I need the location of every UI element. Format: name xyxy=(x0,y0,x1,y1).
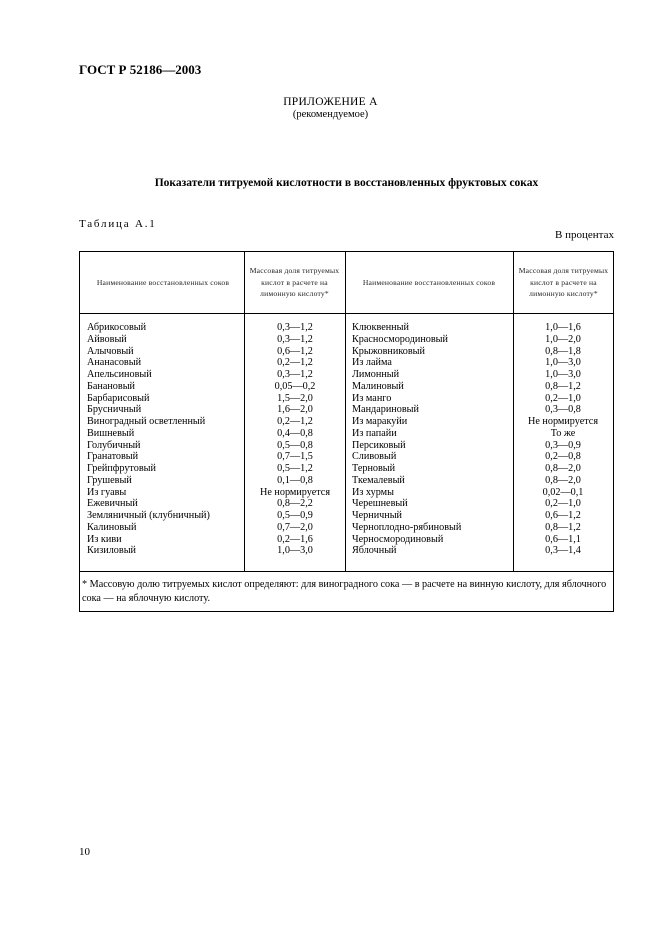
table-row xyxy=(80,487,345,499)
juice-name: Брусничный xyxy=(87,404,142,416)
acid-value: 1,0—3,0 xyxy=(277,545,313,557)
acid-value: 0,8—1,2 xyxy=(545,521,581,533)
acid-value: 1,5—2,0 xyxy=(277,392,313,404)
table-row xyxy=(345,545,613,557)
juice-name: Черешневый xyxy=(352,498,408,510)
acid-value: 0,8—2,0 xyxy=(545,463,581,474)
juice-name: Терновый xyxy=(352,463,396,474)
acid-value: 0,8—2,0 xyxy=(545,474,581,486)
table-row xyxy=(345,463,613,475)
table-row xyxy=(345,475,613,487)
table-row xyxy=(345,440,613,452)
acid-value: 0,6—1,1 xyxy=(545,533,581,545)
table-footnote: * Массовую долю титруемых кислот определяют: для виноградного сока — в расчете на винную кислоту, для яблочного сока — на яблочную кислоту. xyxy=(82,579,607,604)
acid-value: 0,3—1,2 xyxy=(277,369,313,380)
appendix-title: ПРИЛОЖЕНИЕ А xyxy=(283,96,378,108)
acid-value: То же xyxy=(550,427,576,439)
acid-value: 1,0—1,6 xyxy=(545,322,581,333)
juice-name: Виноградный осветленный xyxy=(87,416,206,427)
juice-name: Вишневый xyxy=(87,427,135,439)
table-row xyxy=(80,393,345,405)
table-row xyxy=(80,440,345,452)
juice-name: Алычовый xyxy=(87,345,134,357)
acidity-table xyxy=(79,251,614,612)
acid-value: 0,5—1,2 xyxy=(277,463,313,474)
acid-value: 0,8—1,2 xyxy=(545,380,581,392)
juice-name: Калиновый xyxy=(87,521,137,533)
acid-value: 0,3—0,9 xyxy=(545,439,581,451)
juice-name: Персиковый xyxy=(352,439,406,451)
juice-name: Ткемалевый xyxy=(352,474,405,486)
juice-name: Из киви xyxy=(87,533,122,545)
juice-name: Грейпфрутовый xyxy=(87,463,156,474)
appendix-heading xyxy=(0,96,661,120)
acid-value: 0,02—0,1 xyxy=(542,486,584,498)
juice-name: Мандариновый xyxy=(352,404,419,416)
acid-value: 0,6—1,2 xyxy=(545,510,581,521)
acid-value: Не нормируется xyxy=(527,416,599,427)
acid-value: 1,0—2,0 xyxy=(545,333,581,345)
juice-name: Малиновый xyxy=(352,380,404,392)
table-row xyxy=(80,428,345,440)
juice-name: Гранатовый xyxy=(87,451,139,463)
acid-value: 1,0—3,0 xyxy=(545,369,581,380)
table-row xyxy=(80,381,345,393)
juice-name: Красносмородиновый xyxy=(352,333,448,345)
juice-name: Черносмородиновый xyxy=(352,533,444,545)
header-rule xyxy=(80,313,613,314)
juice-name: Земляничный (клубничный) xyxy=(87,510,210,521)
juice-name: Абрикосовый xyxy=(87,322,147,333)
acid-value: 0,2—1,2 xyxy=(277,357,313,369)
acid-value: 0,3—1,4 xyxy=(545,545,581,557)
table-row xyxy=(345,322,613,334)
table-row xyxy=(345,534,613,546)
table-row xyxy=(80,534,345,546)
table-row xyxy=(345,487,613,499)
table-row xyxy=(80,334,345,346)
page-number: 10 xyxy=(79,846,90,858)
table-row xyxy=(80,357,345,369)
acid-value: 0,2—0,8 xyxy=(545,451,581,463)
acid-value: 0,05—0,2 xyxy=(274,380,316,392)
table-row xyxy=(80,510,345,522)
juice-name: Апельсиновый xyxy=(87,369,152,380)
column-header-name-right: Наименование восстановленных соков xyxy=(362,277,496,287)
juice-name: Барбарисовый xyxy=(87,392,150,404)
acid-value: 0,8—1,8 xyxy=(545,345,581,357)
juice-name: Ананасовый xyxy=(87,357,142,369)
juice-name: Айвовый xyxy=(87,333,127,345)
acid-value: 0,6—1,2 xyxy=(277,345,313,357)
acid-value: 0,7—1,5 xyxy=(277,451,313,463)
right-rows xyxy=(345,322,613,557)
table-row xyxy=(345,369,613,381)
table-row xyxy=(345,428,613,440)
table-row xyxy=(345,498,613,510)
acid-value: 0,2—1,0 xyxy=(545,498,581,510)
juice-name: Лимонный xyxy=(352,369,400,380)
acid-value: Не нормируется xyxy=(259,486,331,498)
juice-name: Голубичный xyxy=(87,439,141,451)
table-row xyxy=(345,393,613,405)
column-header-name-left: Наименование восстановленных соков xyxy=(96,277,230,287)
juice-name: Из манго xyxy=(352,392,392,404)
acid-value: 0,3—0,8 xyxy=(545,404,581,416)
table-row xyxy=(345,404,613,416)
table-row xyxy=(80,545,345,557)
table-row xyxy=(80,346,345,358)
table-row xyxy=(80,475,345,487)
acid-value: 1,6—2,0 xyxy=(277,404,313,416)
juice-name: Яблочный xyxy=(352,545,397,557)
table-row xyxy=(80,451,345,463)
juice-name: Сливовый xyxy=(352,451,397,463)
table-row xyxy=(345,334,613,346)
juice-name: Ежевичный xyxy=(87,498,138,510)
acid-value: 0,5—0,8 xyxy=(277,439,313,451)
acid-value: 1,0—3,0 xyxy=(545,357,581,369)
juice-name: Крыжовниковый xyxy=(352,345,425,357)
juice-name: Из маракуйи xyxy=(352,416,408,427)
table-row xyxy=(345,357,613,369)
column-header-value-right: Массовая доля титруемых кислот в расчете на лимонную кислоту* xyxy=(518,266,609,299)
table-row xyxy=(345,346,613,358)
table-row xyxy=(80,463,345,475)
table-row xyxy=(345,510,613,522)
document-code: ГОСТ Р 52186—2003 xyxy=(79,62,202,77)
table-row xyxy=(345,381,613,393)
table-label: Таблица А.1 xyxy=(79,218,157,230)
juice-name: Черноплодно-рябиновый xyxy=(352,521,462,533)
left-rows xyxy=(80,322,345,557)
juice-name: Клюквенный xyxy=(352,322,409,333)
table-row xyxy=(345,522,613,534)
section-title: Показатели титруемой кислотности в восстановленных фруктовых соках xyxy=(154,177,539,189)
table-row xyxy=(345,451,613,463)
acid-value: 0,2—1,0 xyxy=(545,392,581,404)
juice-name: Из папайи xyxy=(352,427,397,439)
juice-name: Черничный xyxy=(352,510,403,521)
acid-value: 0,5—0,9 xyxy=(277,510,313,521)
juice-name: Из хурмы xyxy=(352,486,394,498)
acid-value: 0,2—1,2 xyxy=(277,416,313,427)
column-header-value-left: Массовая доля титруемых кислот в расчете на лимонную кислоту* xyxy=(249,266,340,299)
table-row xyxy=(345,416,613,428)
appendix-subtitle: (рекомендуемое) xyxy=(292,109,369,120)
footnote-rule xyxy=(80,571,613,572)
acid-value: 0,3—1,2 xyxy=(277,333,313,345)
acid-value: 0,3—1,2 xyxy=(277,322,313,333)
table-row xyxy=(80,416,345,428)
table-row xyxy=(80,322,345,334)
juice-name: Банановый xyxy=(87,380,135,392)
juice-name: Грушевый xyxy=(87,474,132,486)
table-units: В процентах xyxy=(555,229,614,241)
acid-value: 0,2—1,6 xyxy=(277,533,313,545)
acid-value: 0,8—2,2 xyxy=(277,498,313,510)
juice-name: Кизиловый xyxy=(87,545,137,557)
juice-name: Из гуавы xyxy=(87,486,127,498)
table-row xyxy=(80,498,345,510)
acid-value: 0,4—0,8 xyxy=(277,427,313,439)
table-row xyxy=(80,369,345,381)
table-row xyxy=(80,522,345,534)
acid-value: 0,7—2,0 xyxy=(277,521,313,533)
acid-value: 0,1—0,8 xyxy=(277,474,313,486)
juice-name: Из лайма xyxy=(352,357,392,369)
table-row xyxy=(80,404,345,416)
